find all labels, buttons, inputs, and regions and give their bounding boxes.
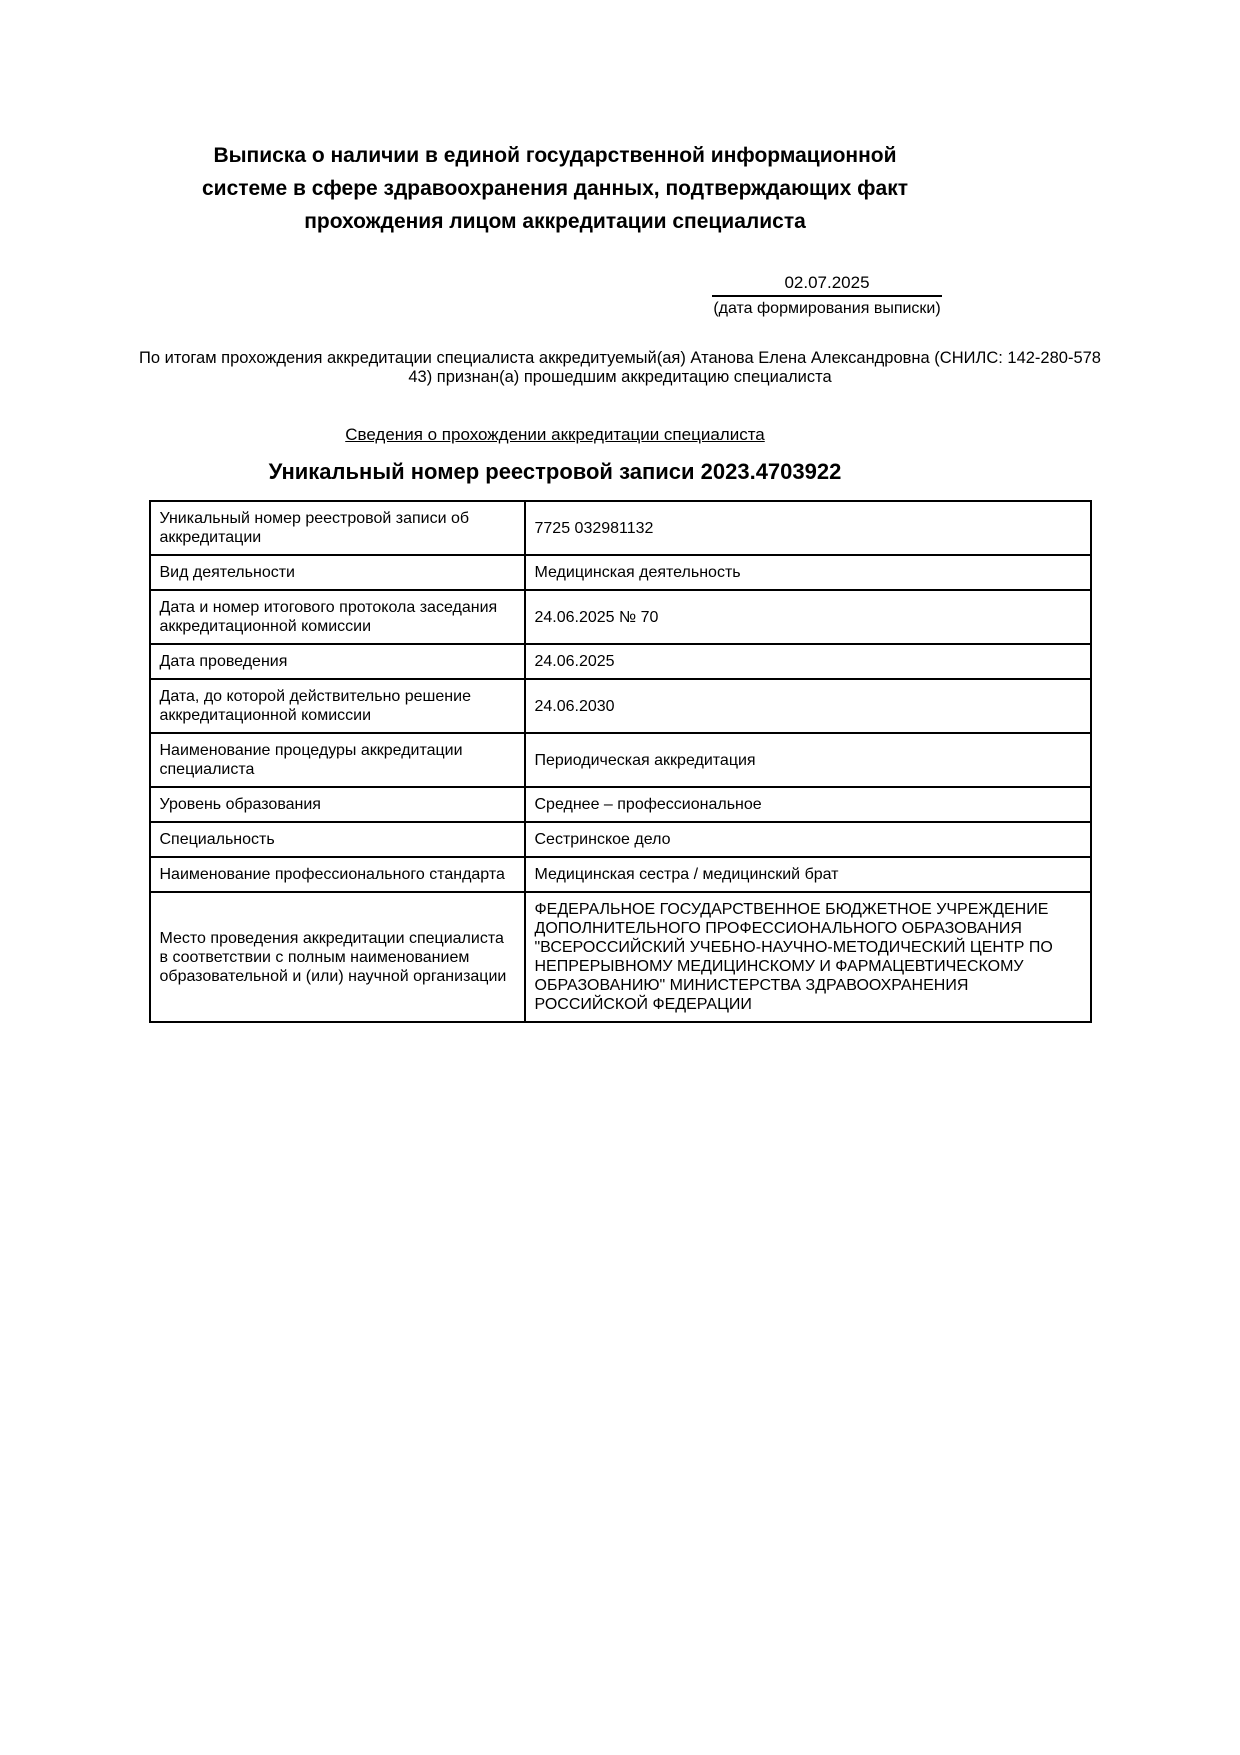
document-title-line: прохождения лицом аккредитации специалиста: [304, 210, 806, 233]
row-label: Дата проведения: [150, 644, 525, 679]
issue-date-caption: (дата формирования выписки): [713, 300, 941, 317]
row-label: Дата и номер итогового протокола заседания аккредитационной комиссии: [150, 590, 525, 644]
registry-number-heading: Уникальный номер реестровой записи 2023.4703922: [268, 459, 842, 484]
row-value: Медицинская деятельность: [525, 555, 1091, 590]
row-label: Уровень образования: [150, 787, 525, 822]
row-value: Сестринское дело: [525, 822, 1091, 857]
row-label: Наименование профессионального стандарта: [150, 857, 525, 892]
section-heading: Сведения о прохождении аккредитации специалиста: [345, 425, 765, 444]
issue-date-block: [712, 272, 942, 319]
row-label: Место проведения аккредитации специалиста в соответствии с полным наименованием образовательной и (или) научной организации: [150, 892, 525, 1022]
row-label: Наименование процедуры аккредитации специалиста: [150, 733, 525, 787]
row-label: Специальность: [150, 822, 525, 857]
table-row: [150, 892, 1091, 1022]
row-value: Периодическая аккредитация: [525, 733, 1091, 787]
document-title-line: системе в сфере здравоохранения данных, подтверждающих факт: [201, 177, 908, 200]
row-value: 24.06.2025 № 70: [525, 590, 1091, 644]
intro-paragraph: [110, 349, 1130, 387]
row-value: Медицинская сестра / медицинский брат: [525, 857, 1091, 892]
accreditation-table: [149, 500, 1092, 1023]
table-row: [150, 857, 1091, 892]
row-value: ФЕДЕРАЛЬНОЕ ГОСУДАРСТВЕННОЕ БЮДЖЕТНОЕ УЧРЕЖДЕНИЕ ДОПОЛНИТЕЛЬНОГО ПРОФЕССИОНАЛЬНОГО ОБРАЗОВАНИЯ "ВСЕРОССИЙСКИЙ УЧЕБНО-НАУЧНО-МЕТОДИЧЕСКИЙ ЦЕНТР ПО НЕПРЕРЫВНОМУ МЕДИЦИНСКОМУ И ФАРМАЦЕВТИЧЕСКОМУ ОБРАЗОВАНИЮ" МИНИСТЕРСТВА ЗДРАВООХРАНЕНИЯ РОССИЙСКОЙ ФЕДЕРАЦИИ: [525, 892, 1091, 1022]
table-row: [150, 590, 1091, 644]
row-label: Вид деятельности: [150, 555, 525, 590]
table-row: [150, 733, 1091, 787]
document-title-line: Выписка о наличии в единой государственной информационной: [213, 144, 897, 167]
intro-line: 43) признан(а) прошедшим аккредитацию специалиста: [408, 368, 832, 386]
table-row: [150, 644, 1091, 679]
document-title: [0, 139, 1110, 238]
intro-line: По итогам прохождения аккредитации специалиста аккредитуемый(ая) Атанова Елена Александровна (СНИЛС: 142-280-578: [139, 349, 1101, 367]
issue-date: 02.07.2025: [712, 272, 942, 297]
row-value: Среднее – профессиональное: [525, 787, 1091, 822]
table-row: [150, 679, 1091, 733]
row-value: 7725 032981132: [525, 501, 1091, 555]
table-row: [150, 501, 1091, 555]
row-value: 24.06.2025: [525, 644, 1091, 679]
row-value: 24.06.2030: [525, 679, 1091, 733]
table-row: [150, 787, 1091, 822]
row-label: Дата, до которой действительно решение аккредитационной комиссии: [150, 679, 525, 733]
row-label: Уникальный номер реестровой записи об аккредитации: [150, 501, 525, 555]
table-row: [150, 555, 1091, 590]
table-row: [150, 822, 1091, 857]
